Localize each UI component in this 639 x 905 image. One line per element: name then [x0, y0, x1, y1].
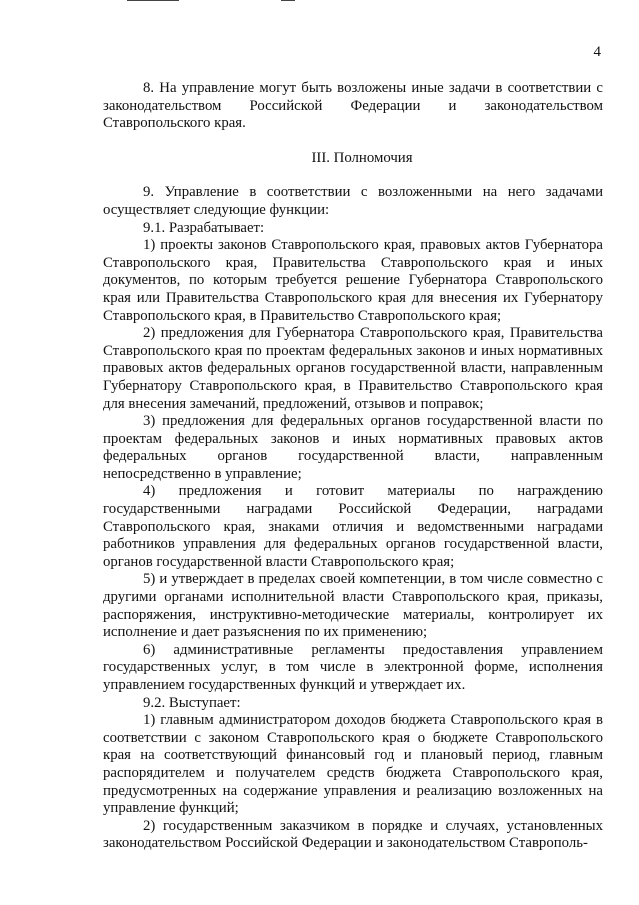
paragraph: 5) и утверждает в пределах своей компетенции, в том числе совместно с другими органами исполнительной власти Ставропольского края, приказы, распоряжения, инструктивно-методические материалы, контролирует их исполнение и дает разъяснения по их применению;	[103, 571, 603, 641]
paragraph: 2) предложения для Губернатора Ставропольского края, Правительства Ставропольского края по проектам федеральных законов и иных нормативных правовых актов федеральных органов государственной власти, направленным Губернатору Ставропольского края, в Правительство Ставропольского края для внесения замечаний, предложений, отзывов и поправок;	[103, 325, 603, 412]
spacer	[103, 167, 603, 184]
paragraph: 1) проекты законов Ставропольского края, правовых актов Губернатора Ставропольского края, Правительства Ставропольского края и иных документов, по которым требуется решение Губернатора Ставропольского края или Правительства Ставропольского края для внесения их Губернатору Ставропольского края, в Правительство Ставропольского края;	[103, 237, 603, 324]
paragraph: 9. Управление в соответствии с возложенными на него задачами осуществляет следующие функции:	[103, 184, 603, 218]
document-body	[103, 80, 603, 853]
scan-artifact	[127, 0, 179, 1]
paragraph: 1) главным администратором доходов бюджета Ставропольского края в соответствии с законом Ставропольского края о бюджете Ставропольского края на соответствующий финансовый год и плановый период, главным распорядителем и получателем средств бюджета Ставропольского края, предусмотренных на содержание управления и реализацию возложенных на управление функций;	[103, 712, 603, 817]
paragraph: 4) предложения и готовит материалы по награждению государственными наградами Российской Федерации, наградами Ставропольского края, знаками отличия и ведомственными наградами работников управления для федеральных органов государственной власти, органов государственной власти Ставропольского края;	[103, 483, 603, 570]
paragraph: 2) государственным заказчиком в порядке и случаях, установленных законодательством Российской Федерации и законодательством Ставрополь-	[103, 817, 603, 852]
scan-artifact	[281, 0, 295, 1]
paragraph: 3) предложения для федеральных органов государственной власти по проектам федеральных законов и иных нормативных правовых актов федеральных органов государственной власти, направленным непосредственно в управление;	[103, 413, 603, 482]
paragraph: 6) административные регламенты предоставления управлением государственных услуг, в том числе в электронной форме, исполнения управлением государственных функций и утверждает их.	[103, 641, 603, 693]
paragraph: 8. На управление могут быть возложены иные задачи в соответствии с законодательством Российской Федерации и законодательством Ставропольского края.	[103, 80, 603, 132]
section-heading: III. Полномочия	[311, 149, 413, 166]
paragraph: 9.2. Выступает:	[143, 694, 241, 711]
paragraph: 9.1. Разрабатывает:	[143, 219, 265, 236]
spacer	[103, 133, 603, 150]
page-number: 4	[593, 44, 601, 60]
